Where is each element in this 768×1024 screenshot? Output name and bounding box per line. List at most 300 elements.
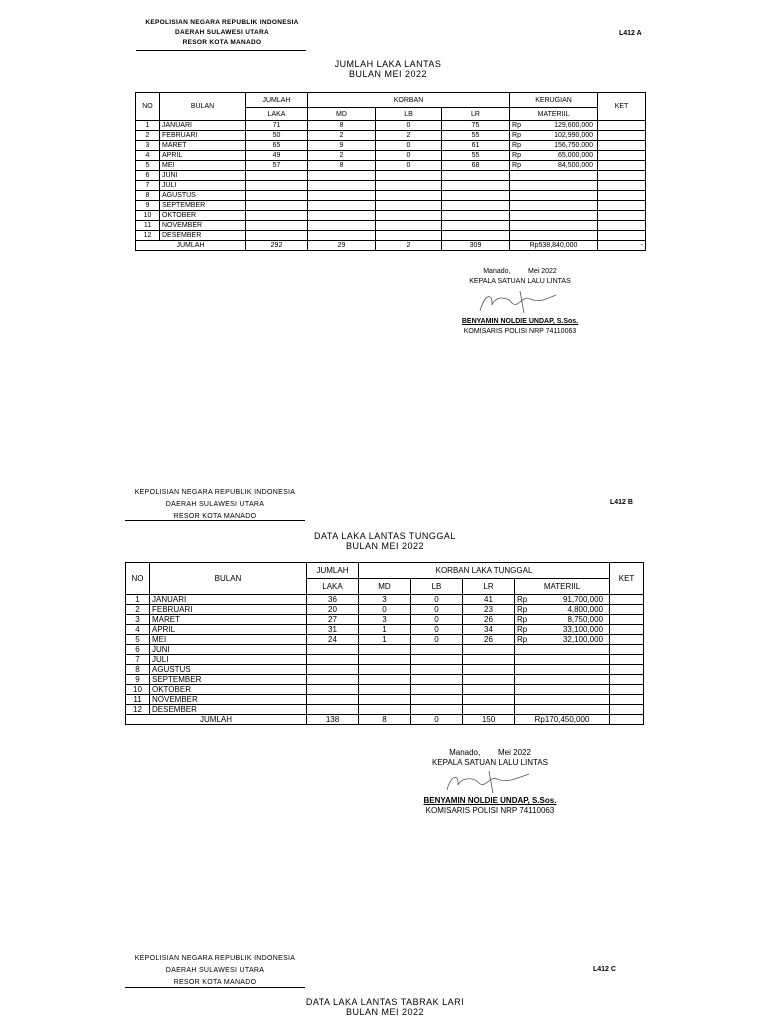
row-no: 3 [126,615,150,625]
total-row [136,241,646,251]
amount: 4,800,000 [567,605,604,614]
row-materiil [510,231,598,241]
total-md: 8 [359,715,411,725]
row-no: 2 [136,131,160,141]
header-korban: KORBAN LAKA TUNGGAL [359,563,610,579]
row-md [308,231,376,241]
row-lr [442,201,510,211]
row-materiil [515,615,610,625]
table-row [136,151,646,161]
row-no: 10 [126,685,150,695]
table-row [126,615,644,625]
row-lr: 55 [442,131,510,141]
table-row [126,605,644,615]
sign-place-date [430,267,610,277]
row-md: 3 [359,595,411,605]
total-row [126,715,644,725]
total-label: JUMLAH [136,241,246,251]
amount: 156,750,000 [554,142,594,149]
row-lb [411,705,463,715]
row-ket [598,181,646,191]
table-row [126,655,644,665]
row-ket [598,121,646,131]
row-lr: 68 [442,161,510,171]
header-lr: LR [463,579,515,595]
row-ket [598,221,646,231]
row-ket [610,645,644,655]
row-lr: 26 [463,635,515,645]
row-ket [610,665,644,675]
row-ket [598,161,646,171]
row-laka: 20 [307,605,359,615]
header-kerugian: KERUGIAN [510,93,598,108]
row-lb: 0 [411,625,463,635]
signature-block [430,267,610,337]
row-no: 12 [136,231,160,241]
currency-prefix: Rp [512,142,521,149]
laka-tunggal-table [125,562,644,725]
header-materiil: MATERIIL [510,108,598,121]
row-ket [610,655,644,665]
row-lb [411,675,463,685]
row-bulan: FEBRUARI [150,605,307,615]
row-lr [442,171,510,181]
row-materiil [515,675,610,685]
org-name: KEPOLISIAN NEGARA REPUBLIK INDONESIA [145,19,299,26]
row-bulan: DESEMBER [160,231,246,241]
row-lr [442,221,510,231]
row-lr [463,655,515,665]
doc-title [270,997,500,1017]
table-row [126,675,644,685]
amount: 129,600,000 [554,122,594,129]
row-no: 8 [126,665,150,675]
org-resort: RESOR KOTA MANADO [173,513,257,520]
total-label: JUMLAH [126,715,307,725]
row-no: 5 [136,161,160,171]
row-no: 5 [126,635,150,645]
amount: 8,750,000 [567,615,604,624]
table-row [126,645,644,655]
row-lb [411,665,463,675]
header-korban: KORBAN [308,93,510,108]
row-lr [463,665,515,675]
currency-prefix: Rp [517,595,528,604]
row-laka: 24 [307,635,359,645]
row-laka [246,211,308,221]
header-bulan: BULAN [160,93,246,121]
row-materiil [515,635,610,645]
row-lr [463,675,515,685]
row-lr: 23 [463,605,515,615]
subtitle-text: BULAN MEI 2022 [345,541,425,551]
row-lr [463,695,515,705]
row-bulan: NOVEMBER [150,695,307,705]
row-no: 6 [126,645,150,655]
row-lr [442,231,510,241]
row-no: 4 [136,151,160,161]
table-row [126,665,644,675]
header-md: MD [308,108,376,121]
row-no: 11 [136,221,160,231]
header-lb: LB [376,108,442,121]
row-laka [307,655,359,665]
org-region: DAERAH SULAWESI UTARA [165,967,265,974]
row-md: 8 [308,161,376,171]
row-lr: 34 [463,625,515,635]
row-lr: 26 [463,615,515,625]
row-md [308,201,376,211]
row-bulan: AGUSTUS [150,665,307,675]
row-bulan: JULI [160,181,246,191]
row-ket [610,615,644,625]
row-bulan: MEI [150,635,307,645]
row-ket [610,685,644,695]
subtitle-text: BULAN MEI 2022 [348,69,428,79]
sign-date: Mei 2022 [527,268,557,275]
row-bulan: JUNI [160,171,246,181]
row-lb [411,685,463,695]
row-no: 10 [136,211,160,221]
sign-name: BENYAMIN NOLDIE UNDAP, S.Sos. [423,796,557,805]
row-lb: 0 [376,121,442,131]
row-md [359,665,411,675]
row-materiil [515,705,610,715]
row-lr: 61 [442,141,510,151]
table-row [136,121,646,131]
row-lb: 0 [376,161,442,171]
currency-prefix: Rp [512,162,521,169]
row-lr [463,705,515,715]
row-materiil [515,625,610,635]
table-row [126,685,644,695]
row-materiil [510,151,598,161]
subtitle-text: BULAN MEI 2022 [345,1007,425,1017]
header-jumlah: JUMLAH [246,93,308,108]
row-lr: 55 [442,151,510,161]
row-lr: 75 [442,121,510,131]
doc1-org-header [122,18,322,48]
header-ket: KET [610,563,644,595]
row-laka [246,181,308,191]
row-md [308,211,376,221]
currency-prefix: Rp [512,132,521,139]
doc-code: L412 A [619,30,642,37]
row-materiil [515,665,610,675]
currency-prefix: Rp [512,122,521,129]
table-row [136,131,646,141]
row-no: 6 [136,171,160,181]
row-laka: 71 [246,121,308,131]
row-lb: 2 [376,131,442,141]
row-lb: 0 [376,141,442,151]
row-ket [598,201,646,211]
amount: 33,100,000 [562,625,604,634]
sign-date: Mei 2022 [498,748,531,757]
row-md [359,685,411,695]
row-bulan: APRIL [150,625,307,635]
row-md: 2 [308,131,376,141]
row-lb [376,171,442,181]
row-md [359,655,411,665]
row-lr [463,645,515,655]
signature-scribble-icon [425,768,555,796]
org-name: KEPOLISIAN NEGARA REPUBLIK INDONESIA [134,489,296,496]
row-lb [411,645,463,655]
header-no: NO [126,563,150,595]
row-md: 3 [359,615,411,625]
org-resort: RESOR KOTA MANADO [182,39,262,46]
row-ket [598,171,646,181]
row-md: 8 [308,121,376,131]
total-materiil: Rp538,840,000 [510,241,598,251]
row-ket [610,625,644,635]
sign-rank: KOMISARIS POLISI NRP 74110063 [463,328,577,335]
row-lb [376,201,442,211]
row-md: 0 [359,605,411,615]
row-md: 1 [359,635,411,645]
table-row [136,231,646,241]
row-ket [598,131,646,141]
row-ket [610,635,644,645]
sign-place: Manado, [483,268,511,275]
row-no: 12 [126,705,150,715]
header-underline [125,520,305,521]
row-lb: 0 [411,605,463,615]
row-ket [598,191,646,201]
currency-prefix: Rp [512,152,521,159]
row-lb: 0 [376,151,442,161]
table-row [136,141,646,151]
row-no: 4 [126,625,150,635]
row-laka: 36 [307,595,359,605]
row-no: 9 [126,675,150,685]
table-row [126,695,644,705]
row-laka [307,705,359,715]
doc-title [288,59,488,79]
title-text: JUMLAH LAKA LANTAS [334,59,442,69]
table-row [136,181,646,191]
row-lb [376,191,442,201]
header-underline [136,50,306,51]
row-bulan: FEBRUARI [160,131,246,141]
row-lb [376,221,442,231]
org-region: DAERAH SULAWESI UTARA [165,501,265,508]
row-laka [307,645,359,655]
row-materiil [515,605,610,615]
total-lb: 2 [376,241,442,251]
header-laka: LAKA [307,579,359,595]
row-md: 1 [359,625,411,635]
row-lb [411,695,463,705]
row-lr [442,181,510,191]
header-no: NO [136,93,160,121]
row-no: 11 [126,695,150,705]
sign-position: KEPALA SATUAN LALU LINTAS [469,278,571,285]
row-md [308,221,376,231]
row-lr: 41 [463,595,515,605]
row-laka: 49 [246,151,308,161]
row-materiil [515,655,610,665]
total-lr: 309 [442,241,510,251]
row-materiil [510,171,598,181]
row-no: 1 [126,595,150,605]
row-materiil [515,595,610,605]
doc-title [270,531,500,551]
header-laka: LAKA [246,108,308,121]
row-materiil [510,131,598,141]
row-materiil [510,181,598,191]
title-text: DATA LAKA LANTAS TABRAK LARI [305,997,465,1007]
laka-table [135,92,646,251]
table-row [136,221,646,231]
header-materiil: MATERIIL [515,579,610,595]
row-md [359,705,411,715]
doc3-org-header [115,953,315,989]
total-laka: 292 [246,241,308,251]
header-bulan: BULAN [150,563,307,595]
total-lb: 0 [411,715,463,725]
row-materiil [510,161,598,171]
row-md [308,181,376,191]
row-lr [442,191,510,201]
row-lb: 0 [411,595,463,605]
row-laka: 31 [307,625,359,635]
row-no: 9 [136,201,160,211]
row-ket [610,695,644,705]
org-resort: RESOR KOTA MANADO [173,979,257,986]
amount: 102,990,000 [554,132,594,139]
row-lb [376,211,442,221]
currency-prefix: Rp [517,625,528,634]
table-row [136,211,646,221]
row-laka: 57 [246,161,308,171]
row-bulan: NOVEMBER [160,221,246,231]
amount: 84,500,000 [557,162,594,169]
row-lr [442,211,510,221]
sign-rank: KOMISARIS POLISI NRP 74110063 [425,806,555,815]
header-jumlah: JUMLAH [307,563,359,579]
row-laka: 27 [307,615,359,625]
row-no: 8 [136,191,160,201]
row-bulan: OKTOBER [150,685,307,695]
row-bulan: MARET [150,615,307,625]
row-bulan: JULI [150,655,307,665]
table-row [126,595,644,605]
row-laka [246,221,308,231]
currency-prefix: Rp [517,605,528,614]
signature-scribble-icon [460,287,580,317]
currency-prefix: Rp [517,615,528,624]
row-ket [610,675,644,685]
table-row [126,635,644,645]
doc2-org-header [115,487,315,523]
row-laka [307,685,359,695]
row-md [308,191,376,201]
row-bulan: MARET [160,141,246,151]
row-ket [598,151,646,161]
row-bulan: SEPTEMBER [160,201,246,211]
row-materiil [515,645,610,655]
row-materiil [515,685,610,695]
row-md [359,645,411,655]
row-laka: 65 [246,141,308,151]
total-lr: 150 [463,715,515,725]
amount: 91,700,000 [562,595,604,604]
table-row [136,201,646,211]
row-bulan: AGUSTUS [160,191,246,201]
table-row [136,161,646,171]
sign-position: KEPALA SATUAN LALU LINTAS [431,758,549,767]
table-row [126,625,644,635]
row-ket [610,705,644,715]
header-md: MD [359,579,411,595]
row-md [308,171,376,181]
org-region: DAERAH SULAWESI UTARA [175,29,269,36]
row-laka [307,695,359,705]
row-bulan: APRIL [160,151,246,161]
row-bulan: OKTOBER [160,211,246,221]
row-materiil [510,191,598,201]
row-bulan: JUNI [150,645,307,655]
table-row [136,171,646,181]
row-lb: 0 [411,635,463,645]
row-materiil [510,121,598,131]
row-no: 3 [136,141,160,151]
header-lb: LB [411,579,463,595]
row-lb [376,231,442,241]
row-no: 2 [126,605,150,615]
row-laka [307,675,359,685]
row-ket [610,595,644,605]
row-lb [376,181,442,191]
row-bulan: DESEMBER [150,705,307,715]
row-lb: 0 [411,615,463,625]
doc-code: L412 B [610,499,633,506]
row-md [359,695,411,705]
row-laka [307,665,359,675]
row-laka [246,191,308,201]
row-laka [246,201,308,211]
table-row [136,191,646,201]
row-no: 1 [136,121,160,131]
row-bulan: JANUARI [150,595,307,605]
header-lr: LR [442,108,510,121]
row-bulan: JANUARI [160,121,246,131]
total-materiil: Rp170,450,000 [515,715,610,725]
amount: 32,100,000 [562,635,604,644]
row-lb [411,655,463,665]
total-laka: 138 [307,715,359,725]
row-bulan: SEPTEMBER [150,675,307,685]
row-materiil [515,695,610,705]
row-no: 7 [136,181,160,191]
row-laka [246,171,308,181]
total-md: 29 [308,241,376,251]
total-ket [610,715,644,725]
row-ket [598,211,646,221]
row-no: 7 [126,655,150,665]
title-text: DATA LAKA LANTAS TUNGGAL [314,531,456,541]
row-ket [610,605,644,615]
row-materiil [510,141,598,151]
header-underline [125,987,305,988]
row-materiil [510,201,598,211]
row-materiil [510,211,598,221]
doc-code: L412 C [593,966,616,973]
row-bulan: MEI [160,161,246,171]
sign-place: Manado, [449,748,481,757]
